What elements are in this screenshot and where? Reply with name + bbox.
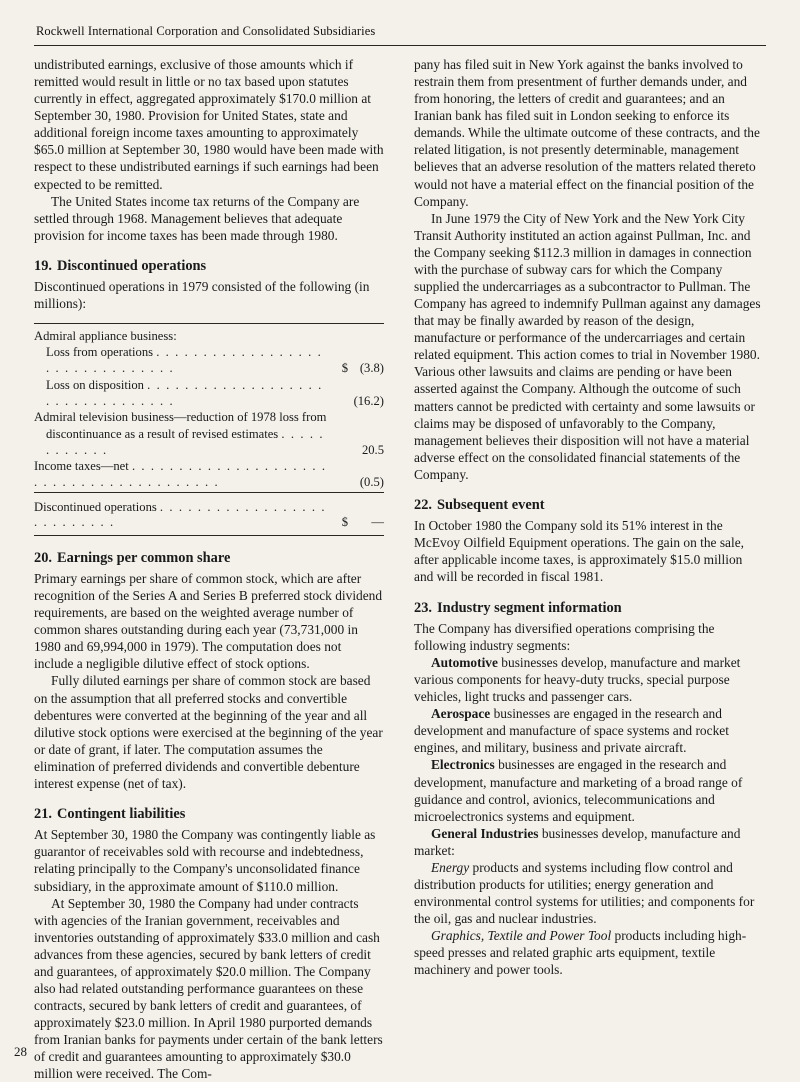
leader-dots: . . . . . . . . . . . . . . . . . . . . . . . . . . . . . . . . [46,345,323,376]
table-row [34,328,384,345]
row-label: discontinuance as a result of revised estimates . . . . . . . . . . . . [46,426,325,457]
segment-text: businesses develop, manufacture and market various components for heavy-duty trucks, special purpose vehicles, light trucks and passenger cars. [414,654,741,705]
discontinued-operations-table [34,323,384,535]
table-row [34,410,384,427]
row-label: Income taxes—net . . . . . . . . . . . . . . . . . . . . . . . . . . . . . . . . . . . . . . . . . [34,459,327,490]
table-section-label: Admiral appliance business: [34,328,177,343]
note-21-paragraph-1: At September 30, 1980 the Company was contingently liable as guarantor of receivables sold with recourse and indebtedness, relating principally to the Company's unconsolidated finance subsidiary, in the approximate amount of $110.0 million. [34,827,376,894]
note-22-heading [414,497,764,514]
segment-general-industries [414,825,764,859]
note-20-paragraph-1: Primary earnings per share of common stock, which are after recognition of the Series A and Series B preferred stock dividend requirements, are based on the weighted average number of common shares outstanding during each year (73,731,000 in 1980 and 69,994,000 in 1979). The computation does not include a negligible dilutive effect of stock options. [34,570,383,672]
segment-text: products including high-speed presses and related graphic arts equipment, textile machinery and power tools. [414,928,747,978]
note-21-heading [34,806,384,823]
note-20-paragraph-2: Fully diluted earnings per share of common stock are based on the assumption that all preferred stocks and convertible debentures were converted at the beginning of the year and all dilutive stock options were exercised at the beginning of the year or date of grant, if later. The computation assumes the elimination of preferred dividends and convertible debenture interest expense (net of tax). [34,673,383,791]
left-column [34,56,384,1082]
note-22-number: 22. [414,496,432,513]
table-total-row [34,497,384,532]
two-column-body [34,56,766,1082]
row-currency [335,459,350,492]
row-value: 20.5 [361,442,384,457]
row-label: Loss on disposition . . . . . . . . . . . . . . . . . . . . . . . . . . . . . . . . . [46,377,323,408]
paragraph-iran-litigation: pany has filed suit in New York against the banks involved to restrain them from presentment of further demands under, and from honoring, the letters of credit and guarantees; and an Iranian bank has filed suit in London seeking to enforce its demands. While the ultimate outcome of these contracts, and the related litigation, is not presently determinable, management believes that an adverse resolution of the matters related thereto would not have a material effect on the financial position of the Company. [414,57,760,209]
segment-name: Graphics, Textile and Power Tool [431,928,612,944]
segment-name: Aerospace [431,706,491,722]
leader-dots: . . . . . . . . . . . . . . . . . . . . . . . . . . . . . . . . . . . . . . . . . [34,459,327,490]
leader-dots: . . . . . . . . . . . . . . . . . . . . . . . . . . . . . . . . . [46,377,323,408]
leader-dots: . . . . . . . . . . . . . . . . . . . . . . . . . . . [34,499,327,530]
total-currency: $ [341,515,348,530]
note-21-title: Contingent liabilities [57,805,186,822]
note-23-title: Industry segment information [437,599,622,616]
total-label: Discontinued operations . . . . . . . . . . . . . . . . . . . . . . . . . . . [34,499,327,530]
note-20-heading [34,550,384,567]
total-value: — [371,515,384,530]
table-row [34,459,384,492]
row-label: Admiral television business—reduction of 1978 loss from [34,410,327,425]
note-19-intro: Discontinued operations in 1979 consisted of the following (in millions): [34,279,370,312]
segment-electronics [414,756,764,824]
segment-energy [414,859,764,927]
note-21-paragraph-2: At September 30, 1980 the Company had under contracts with agencies of the Iranian government, receivables and inventories outstanding of approximately $33.0 million and cash advances from these agencies, secured by bank letters of credit and guarantees, of approximately $20.0 million. The Company also had related outstanding performance guarantees on these contracts, secured by bank letters of credit and guarantees, of approximately $23.0 million. In April 1980 purported demands from Iranian banks for payments under certain of the bank letters of credit and guarantees amounting to approximately $30.0 million were received. The Com- [34,895,383,1082]
running-head: Rockwell International Corporation and Consolidated Subsidiaries [36,24,376,38]
segment-automotive [414,654,764,705]
note-19-number: 19. [34,257,52,274]
segment-text: businesses are engaged in the research and development, manufacture and marketing of a broad range of guidance and control, avionics, telecommunications and microelectronics systems and equipment. [414,757,743,824]
paragraph-continued-tax: undistributed earnings, exclusive of those amounts which if remitted would result in little or no tax based upon statutes currently in effect, aggregated approximately $170.0 million at September 30, 1980. Provision for United States, state and additional foreign income taxes amounting to approximately $65.0 million at September 30, 1980 would have been made with respect to these undistributed earnings if such earnings had been expected to be remitted. [34,57,384,192]
note-22-title: Subsequent event [437,496,545,513]
segment-text: businesses are engaged in the research and development and manufacture of space systems and rocket engines, and military, business and private aircraft. [414,706,729,756]
row-currency: $ [341,361,348,376]
segment-text: businesses develop, manufacture and market: [414,825,741,858]
segment-name: Electronics [431,757,495,773]
paragraph-pullman-litigation: In June 1979 the City of New York and the New York City Transit Authority instituted an action against Pullman, Inc. and the Company seeking $112.3 million in damages in connection with the purchase of subway cars for which the Company supplied the undercarriages as a subcontractor to Pullman. The Company has agreed to indemnify Pullman against any damages that may be finally awarded by reason of the design, manufacture or performance of the undercarriages and certain related equipment. This action comes to trial in November 1980. Various other lawsuits and claims are pending or have been asserted against the Company. Although the outcome of such matters cannot be predicted with certainty and some lawsuits or claims may be disposed of unfavorably to the Company, management believes their disposition will not have a material adverse effect on the consolidated financial statements of the Company. [414,210,761,482]
segment-text: products and systems including flow control and distribution products for utilities; energy generation and environmental control systems for utilities; and components for the oil, gas and nuclear industries. [414,859,755,927]
table-row [34,427,384,460]
segment-name: General Industries [431,825,539,841]
paragraph-tax-returns: The United States income tax returns of the Company are settled through 1968. Management believes that adequate provision for income taxes has been made through 1980. [34,193,360,243]
table-row [34,345,384,378]
page-number: 28 [14,1044,27,1059]
note-19-title: Discontinued operations [57,257,207,274]
table-row [34,377,384,410]
note-23-heading [414,600,764,617]
segment-aerospace [414,705,764,756]
note-21-number: 21. [34,805,52,822]
right-column [414,56,764,1082]
row-currency [335,427,350,460]
segment-name: Automotive [431,654,498,670]
row-value: (16.2) [353,393,384,408]
row-label: Loss from operations . . . . . . . . . . . . . . . . . . . . . . . . . . . . . . . . [46,345,323,376]
note-19-heading [34,258,384,275]
segment-graphics-textile-power-tool [414,927,764,978]
row-value: (0.5) [359,475,384,490]
segment-name: Energy [431,859,470,875]
row-currency [335,377,350,410]
note-23-number: 23. [414,599,432,616]
note-22-paragraph-1: In October 1980 the Company sold its 51% interest in the McEvoy Oilfield Equipment operations. The gain on the sale, after applicable income taxes, is approximately $15.0 million and will be recorded in fiscal 1981. [414,518,744,585]
leader-dots: . . . . . . . . . . . . [46,426,325,457]
note-23-paragraph-1: The Company has diversified operations comprising the following industry segments: [414,620,715,653]
header-rule [34,45,766,46]
row-value: (3.8) [359,361,384,376]
note-20-number: 20. [34,549,52,566]
note-20-title: Earnings per common share [57,549,231,566]
